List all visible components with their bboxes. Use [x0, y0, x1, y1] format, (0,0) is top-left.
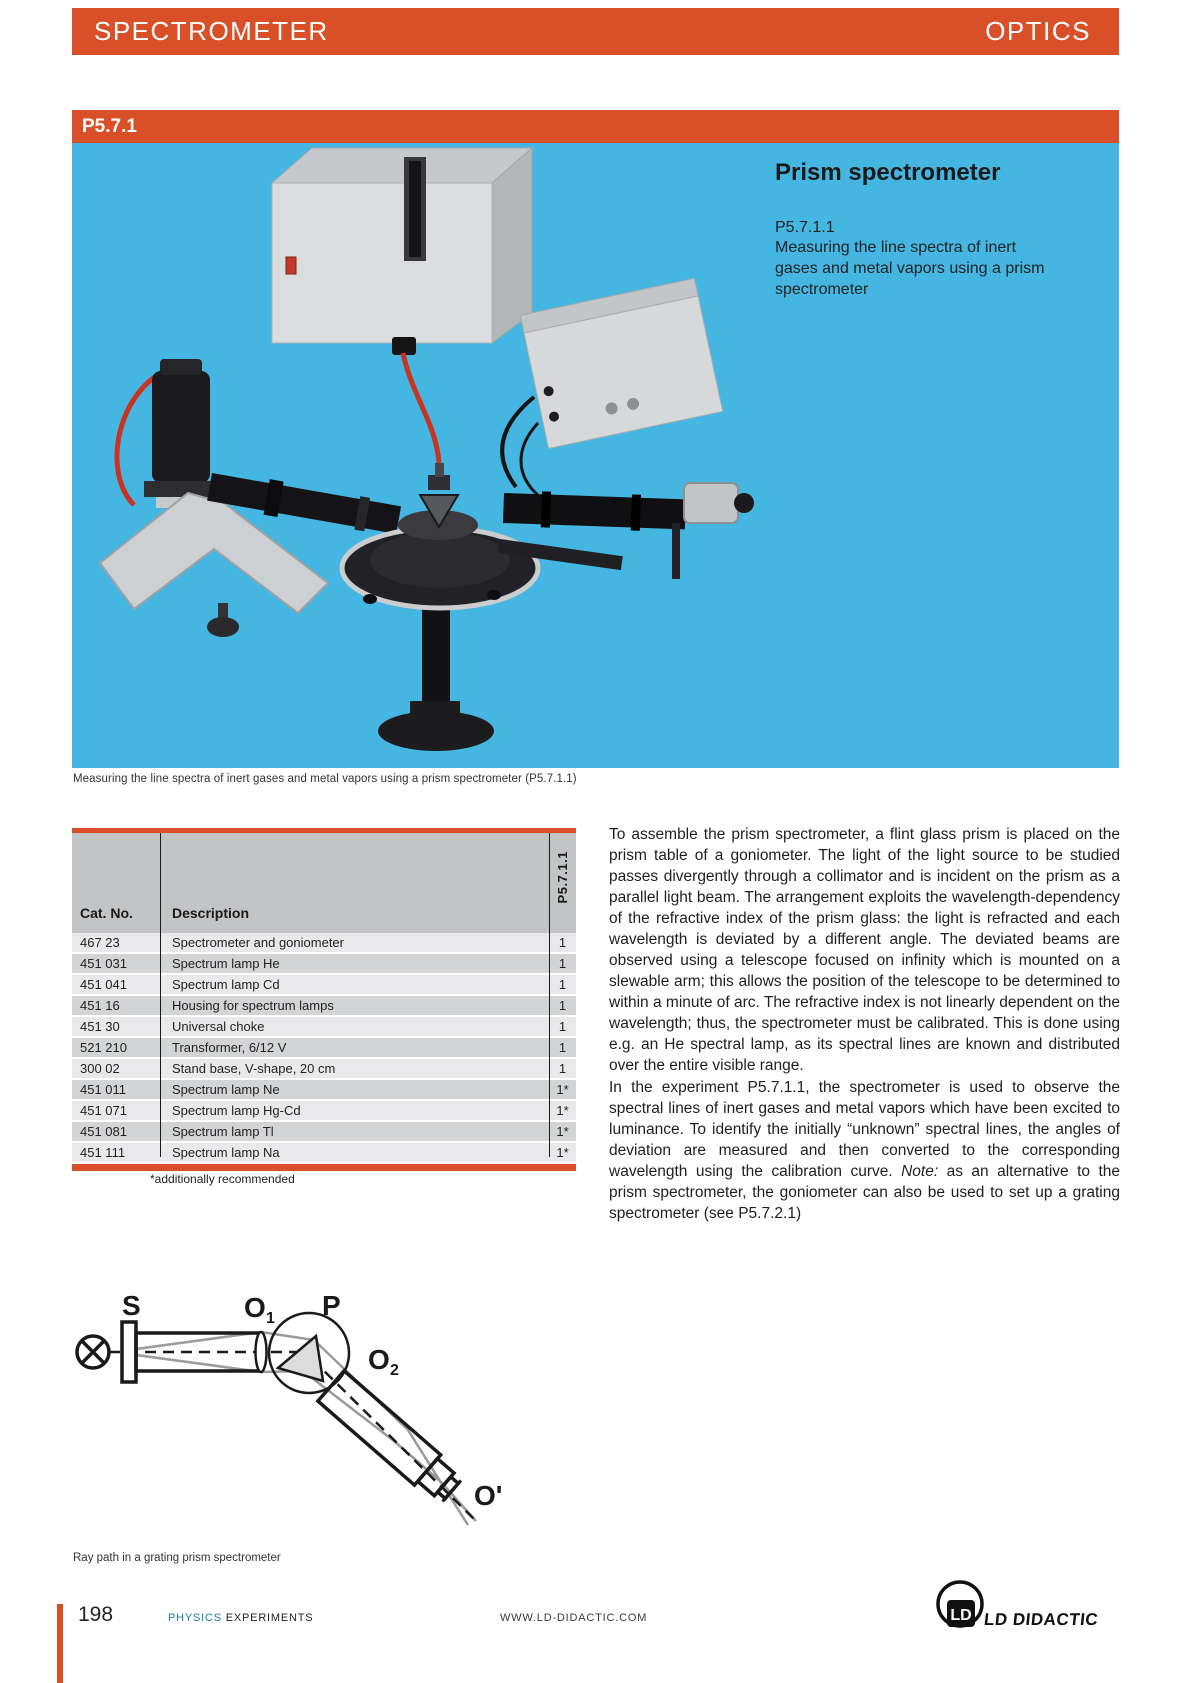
body-paragraph-2-text: In the experiment P5.7.1.1, the spectrometer is used to observe the spectral lines of inert gases and metal vapors which have been excited to luminance. To identify the initially “unknown” spectral lines, the angles of deviation are measured and then converted to the corresponding wavelength using the calibration curve.	[609, 1079, 1120, 1180]
label-prism: P	[322, 1290, 341, 1321]
lens-o1	[256, 1332, 267, 1372]
lamp-housing-box	[272, 148, 532, 488]
quantity-cell: 1	[549, 1059, 576, 1080]
cat-no-cell: 451 071	[72, 1101, 160, 1122]
table-row	[72, 1143, 576, 1164]
description-cell: Spectrum lamp Ne	[160, 1080, 549, 1101]
diagram-caption: Ray path in a grating prism spectrometer	[73, 1552, 281, 1564]
cat-no-cell: 451 041	[72, 975, 160, 996]
table-row	[72, 954, 576, 975]
table-row	[72, 996, 576, 1017]
cat-no-cell: 451 081	[72, 1122, 160, 1143]
table-row	[72, 1059, 576, 1080]
cat-no-header: Cat. No.	[72, 833, 160, 933]
slit	[122, 1322, 136, 1382]
header-chapter: OPTICS	[985, 16, 1091, 46]
series-title	[168, 1612, 313, 1624]
parts-table	[72, 828, 576, 1171]
label-source: S	[122, 1290, 141, 1321]
quantity-cell: 1	[549, 975, 576, 996]
ld-logo-monogram: LD	[950, 1607, 972, 1624]
footer-website: WWW.LD-DIDACTIC.COM	[500, 1612, 648, 1624]
quantity-cell: 1	[549, 996, 576, 1017]
table-row	[72, 933, 576, 954]
body-text-column	[609, 824, 1120, 1225]
table-row	[72, 1017, 576, 1038]
label-eyepiece: O'	[474, 1480, 503, 1511]
cable-1	[502, 397, 534, 487]
eyepiece	[672, 483, 754, 579]
description-cell: Spectrum lamp Cd	[160, 975, 549, 996]
photo-caption: Measuring the line spectra of inert gases and metal vapors using a prism spectrometer (P5.7.1.1)	[73, 773, 577, 785]
description-cell: Transformer, 6/12 V	[160, 1038, 549, 1059]
table-divider-1	[160, 833, 161, 1157]
body-paragraph-2	[609, 1077, 1120, 1224]
telescope-tube	[503, 490, 686, 532]
quantity-cell: 1*	[549, 1143, 576, 1164]
label-lens1: O	[244, 1292, 266, 1323]
hero-photo-area	[72, 143, 1119, 768]
experiment-description: Measuring the line spectra of inert gases and metal vapors using a prism spectrometer	[775, 239, 1045, 298]
page-number: 198	[78, 1603, 114, 1626]
body-paragraph-1: To assemble the prism spectrometer, a flint glass prism is placed on the prism table of a goniometer. The light of the light source to be studied passes divergently through a collimator and is incident on the prism as a parallel light beam. The arrangement exploits the wavelength-dependency of the refractive index of the prism glass: the light is refracted and each wavelength is deviated by a different angle. The deviated beams are observed using a telescope focused on infinity which is mounted on a slewable arm; this allows the position of the telescope to be determined to within a minute of arc. The refractive index is not linearly dependent on the wavelength; thus, the spectrometer must be calibrated. This is done using e.g. an He spectral lamp, as its spectral lines are known and distributed over the entire visible range.	[609, 826, 1120, 1074]
quantity-cell: 1*	[549, 1101, 576, 1122]
label-lens1-sub: 1	[266, 1310, 275, 1327]
footer-accent-bar	[57, 1604, 63, 1683]
table-row	[72, 975, 576, 996]
prism	[278, 1336, 323, 1381]
quantity-cell: 1	[549, 933, 576, 954]
table-header-row	[72, 833, 576, 933]
cable-2	[521, 423, 540, 497]
experiment-group-title: Prism spectrometer	[775, 159, 1001, 186]
table-row	[72, 1080, 576, 1101]
series-physics: PHYSICS	[168, 1612, 222, 1624]
series-experiments: EXPERIMENTS	[225, 1612, 314, 1624]
description-cell: Spectrum lamp He	[160, 954, 549, 975]
description-cell: Spectrum lamp Tl	[160, 1122, 549, 1143]
table-row	[72, 1038, 576, 1059]
label-lens2: O	[368, 1344, 390, 1375]
section-code: P5.7.1	[82, 115, 137, 137]
description-cell: Universal choke	[160, 1017, 549, 1038]
cat-no-cell: 451 16	[72, 996, 160, 1017]
description-cell: Stand base, V-shape, 20 cm	[160, 1059, 549, 1080]
cat-no-cell: 451 011	[72, 1080, 160, 1101]
quantity-cell: 1	[549, 1017, 576, 1038]
parts-table-body	[72, 933, 576, 1164]
quantity-cell: 1	[549, 1038, 576, 1059]
cat-no-cell: 451 111	[72, 1143, 160, 1164]
cat-no-cell: 451 031	[72, 954, 160, 975]
cat-no-cell: 521 210	[72, 1038, 160, 1059]
power-supply-box	[520, 278, 722, 448]
cat-no-cell: 300 02	[72, 1059, 160, 1080]
note-text: as an alternative to the prism spectrometer, the goniometer can also be used to set up a grating spectrometer (see P5.7.2.1)	[609, 1163, 1120, 1222]
table-footnote: *additionally recommended	[150, 1172, 295, 1186]
description-cell: Housing for spectrum lamps	[160, 996, 549, 1017]
experiment-code: P5.7.1.1	[775, 219, 835, 236]
description-cell: Spectrum lamp Na	[160, 1143, 549, 1164]
table-divider-2	[549, 833, 550, 1157]
spectral-lamp	[117, 359, 218, 508]
ray-path-diagram	[72, 1283, 524, 1551]
light-source-icon	[77, 1336, 109, 1368]
page-header-bar	[72, 8, 1119, 55]
quantity-cell: 1	[549, 954, 576, 975]
experiment-column-label: P5.7.1.1	[555, 851, 570, 904]
description-header: Description	[160, 833, 549, 933]
label-lens2-sub: 2	[390, 1362, 399, 1379]
cat-no-cell: 467 23	[72, 933, 160, 954]
table-row	[72, 1101, 576, 1122]
table-row	[72, 1122, 576, 1143]
quantity-cell: 1*	[549, 1122, 576, 1143]
header-topic: SPECTROMETER	[94, 16, 329, 46]
quantity-cell: 1*	[549, 1080, 576, 1101]
experiment-column-header	[549, 833, 576, 933]
cat-no-cell: 451 30	[72, 1017, 160, 1038]
description-cell: Spectrum lamp Hg-Cd	[160, 1101, 549, 1122]
brand-name: LD DIDACTIC	[983, 1610, 1100, 1629]
brand-logo	[930, 1578, 1098, 1638]
description-cell: Spectrometer and goniometer	[160, 933, 549, 954]
note-label: Note:	[901, 1163, 939, 1180]
section-code-bar	[72, 110, 1119, 143]
hero-text-block	[775, 159, 1075, 300]
